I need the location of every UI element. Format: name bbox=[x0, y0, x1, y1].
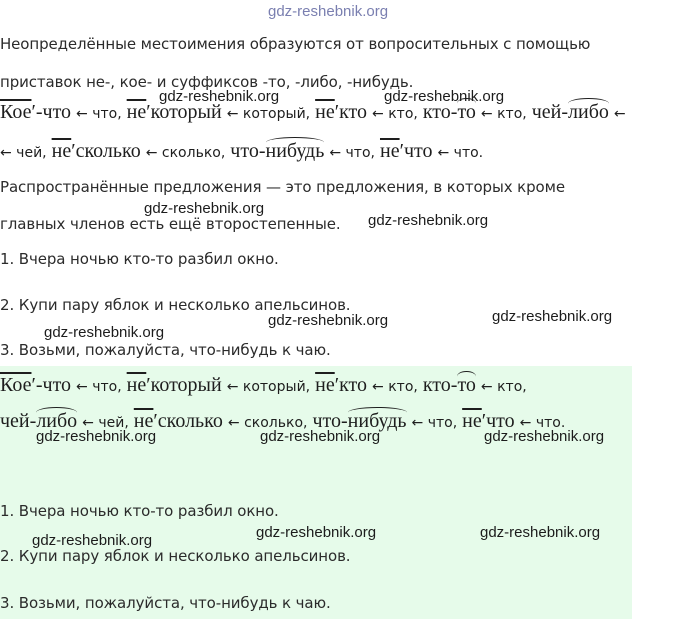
definition-line-1: Распространённые предложения — это предложения, в которых кроме bbox=[0, 178, 565, 196]
source-word: ← кто, bbox=[480, 379, 527, 395]
answer-sentence-1: 1. Вчера ночью кто-то разбил окно. bbox=[0, 502, 279, 520]
morpheme-line-2: ← чей, не′сколько ← сколько, что-нибудь ← что, не′что ← что. bbox=[0, 140, 484, 162]
word-rest: -что bbox=[35, 101, 72, 123]
answer-morpheme-line-2: чей-либо ← чей, не′сколько ← сколько, что-нибудь ← что, не′что ← что. bbox=[0, 410, 566, 432]
word-rest: что bbox=[486, 410, 515, 432]
word-rest: сколько bbox=[157, 410, 223, 432]
prefix-ne: не bbox=[315, 101, 335, 123]
suffix-to: то bbox=[457, 101, 476, 123]
watermark: gdz-reshebnik.org bbox=[256, 524, 377, 541]
watermark: gdz-reshebnik.org bbox=[368, 212, 489, 229]
word-base: что- bbox=[230, 140, 266, 162]
suffix-to: то bbox=[457, 374, 476, 396]
source-word: ← чей, bbox=[82, 415, 129, 431]
answer-sentence-2: 2. Купи пару яблок и несколько апельсинов. bbox=[0, 547, 351, 565]
prefix-koe: Кое bbox=[0, 101, 32, 123]
word-rest: который bbox=[150, 101, 222, 123]
prefix-ne: не bbox=[51, 140, 72, 162]
source-word: ← кто, bbox=[372, 106, 418, 122]
source-word: ← что, bbox=[411, 415, 458, 431]
watermark: gdz-reshebnik.org bbox=[484, 428, 605, 445]
source-word: ← что. bbox=[519, 415, 566, 431]
suffix-libo: либо bbox=[36, 410, 78, 432]
source-word: ← сколько, bbox=[145, 145, 226, 161]
watermark: gdz-reshebnik.org bbox=[32, 532, 153, 549]
suffix-libo: либо bbox=[568, 101, 609, 123]
watermark: gdz-reshebnik.org bbox=[492, 308, 613, 325]
suffix-nibud: нибудь bbox=[347, 410, 407, 432]
source-word: ← который, bbox=[226, 106, 311, 122]
watermark: gdz-reshebnik.org bbox=[260, 428, 381, 445]
prefix-ne: не bbox=[126, 101, 147, 123]
source-word: ← кто, bbox=[372, 379, 418, 395]
source-word: ← что, bbox=[76, 379, 122, 395]
prefix-ne: не bbox=[379, 140, 400, 162]
watermark: gdz-reshebnik.org bbox=[36, 428, 157, 445]
word-base: что- bbox=[312, 410, 348, 432]
watermark: gdz-reshebnik.org bbox=[268, 312, 389, 329]
theory-line-1: Неопределённые местоимения образуются от вопросительных с помощью bbox=[0, 35, 591, 53]
watermark: gdz-reshebnik.org bbox=[44, 324, 165, 341]
prefix-koe: Кое bbox=[0, 374, 32, 396]
source-word: ← что, bbox=[329, 145, 375, 161]
word-rest: который bbox=[150, 374, 222, 396]
word-rest: кто bbox=[339, 101, 368, 123]
word-rest: кто bbox=[339, 374, 368, 396]
word-base: чей- bbox=[0, 410, 37, 432]
arrow: ← bbox=[613, 106, 626, 122]
source-word: ← что. bbox=[437, 145, 484, 161]
source-word: ← который, bbox=[226, 379, 311, 395]
watermark: gdz-reshebnik.org bbox=[384, 88, 505, 105]
definition-line-2: главных членов есть ещё второстепенные. bbox=[0, 215, 341, 233]
morpheme-line-1: Кое′-что ← что, не′который ← который, не′кто ← кто, кто-то ← кто, чей-либо ← bbox=[0, 101, 626, 123]
answer-block bbox=[0, 366, 632, 619]
prefix-ne: не bbox=[315, 374, 335, 396]
word-rest: что bbox=[403, 140, 433, 162]
sentence-3: 3. Возьми, пожалуйста, что-нибудь к чаю. bbox=[0, 341, 331, 359]
word-base: кто- bbox=[422, 374, 458, 396]
word-rest: сколько bbox=[75, 140, 141, 162]
sentence-1: 1. Вчера ночью кто-то разбил окно. bbox=[0, 250, 279, 268]
watermark: gdz-reshebnik.org bbox=[159, 88, 280, 105]
source-word: ← чей, bbox=[0, 145, 47, 161]
watermark: gdz-reshebnik.org bbox=[144, 200, 265, 217]
prefix-ne: не bbox=[126, 374, 147, 396]
prefix-ne: не bbox=[462, 410, 482, 432]
word-base: чей- bbox=[531, 101, 569, 123]
suffix-nibud: нибудь bbox=[265, 140, 325, 162]
sentence-2: 2. Купи пару яблок и несколько апельсинов. bbox=[0, 296, 351, 314]
source-word: ← сколько, bbox=[227, 415, 308, 431]
answer-sentence-3: 3. Возьми, пожалуйста, что-нибудь к чаю. bbox=[0, 594, 331, 612]
word-base: кто- bbox=[422, 101, 458, 123]
watermark: gdz-reshebnik.org bbox=[480, 524, 601, 541]
theory-line-2: приставок не-, кое- и суффиксов -то, -либо, -нибудь. bbox=[0, 73, 414, 91]
prefix-ne: не bbox=[133, 410, 154, 432]
answer-morpheme-line-1: Кое′-что ← что, не′который ← который, не′кто ← кто, кто-то ← кто, bbox=[0, 374, 527, 396]
watermark-top: gdz-reshebnik.org bbox=[268, 3, 389, 20]
source-word: ← что, bbox=[76, 106, 122, 122]
word-rest: -что bbox=[35, 374, 72, 396]
source-word: ← кто, bbox=[480, 106, 527, 122]
